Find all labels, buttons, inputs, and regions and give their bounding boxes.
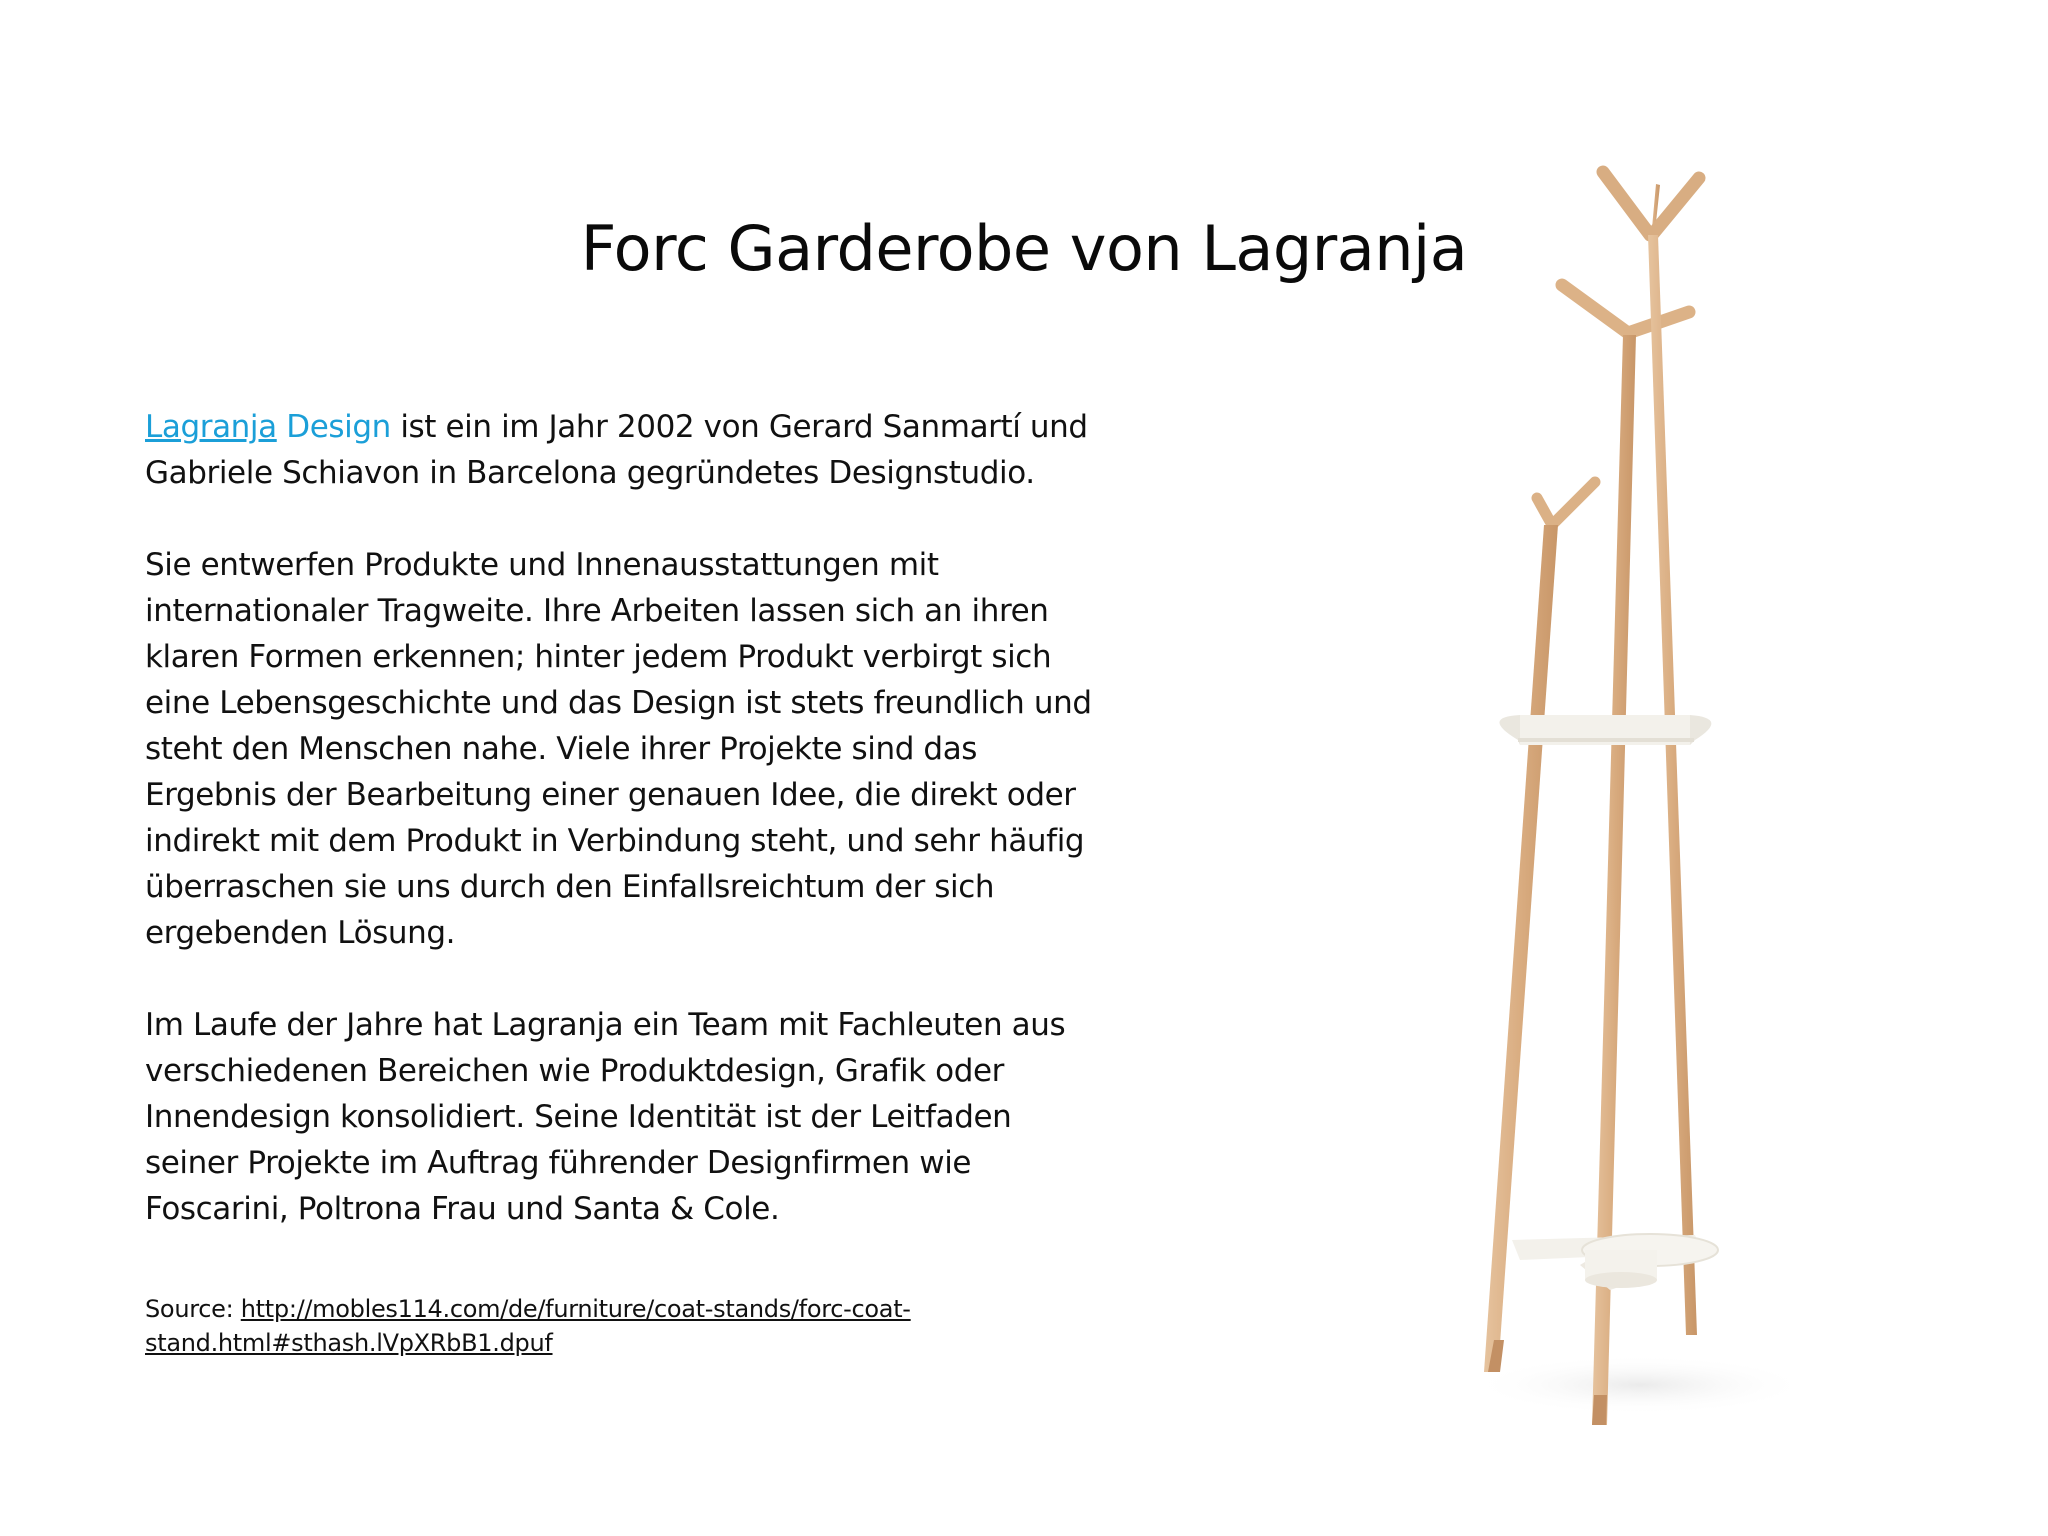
low-hook [1537,482,1595,525]
text-content [145,404,1105,1360]
team-paragraph: Im Laufe der Jahre hat Lagranja ein Team mit Fachleuten aus verschiedenen Bereichen wie Produktdesign, Grafik oder Innendesign konsolidiert. Seine Identität ist der Leitfaden seiner Projekte im Auftrag führender Designfirmen wie Foscarini, Poltrona Frau und Santa & Cole. [145,1007,1066,1227]
description-paragraph: Sie entwerfen Produkte und Innenausstattungen mit internationaler Tragweite. Ihre Arbeiten lassen sich an ihren klaren Formen erkennen; hinter jedem Produkt verbirgt sich eine Lebensgeschichte und das Design ist stets freundlich und steht den Menschen nahe. Viele ihrer Projekte sind das Ergebnis der Bearbeitung einer genauen Idee, die direkt oder indirekt mit dem Produkt in Verbindung steht, und sehr häufig überraschen sie uns durch den Einfallsreichtum der sich ergebenden Lösung. [145,547,1092,951]
coat-stand-image [1440,140,1820,1450]
upper-ring [1499,715,1711,745]
design-link-text[interactable]: Design [286,409,391,445]
intro-paragraph [145,404,1105,496]
floor-shadow [1470,1355,1810,1415]
coat-stand-illustration [1440,140,1820,1450]
slide-title: Forc Garderobe von Lagranja [580,212,1468,285]
source-link[interactable]: http://mobles114.com/de/furniture/coat-stands/forc-coat-stand.html#sthash.lVpXRbB1.dpuf [145,1295,911,1357]
source-label: Source: [145,1295,241,1323]
intro-text: ist ein im Jahr 2002 von Gerard Sanmartí und Gabriele Schiavon in Barcelona gegründetes Designstudio. [145,409,1088,491]
source-citation [145,1292,1105,1360]
middle-hook [1562,285,1689,333]
lagranja-link[interactable]: Lagranja [145,409,277,445]
